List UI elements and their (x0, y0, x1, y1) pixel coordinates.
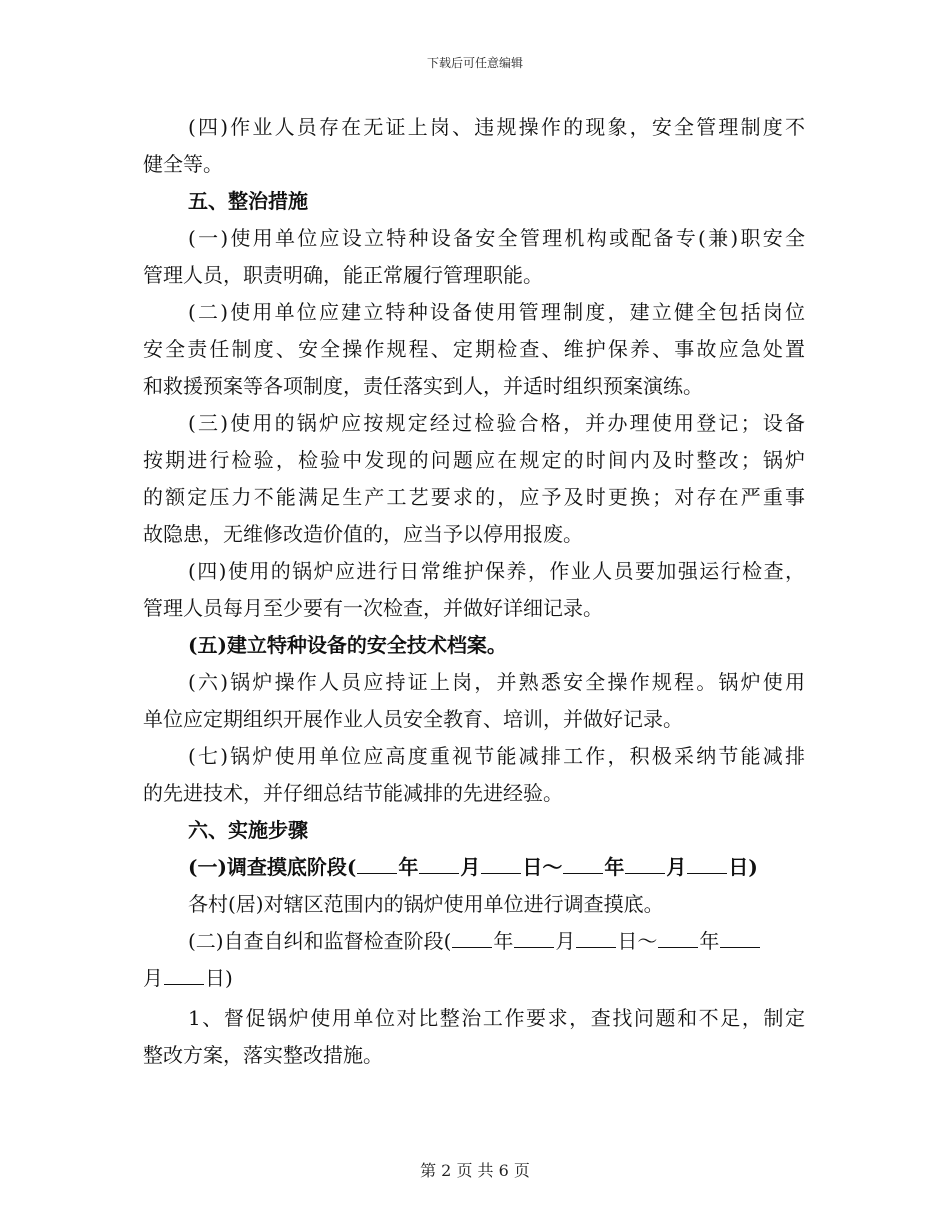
paragraph-line: 故隐患，无维修改造价值的，应当予以停用报废。 (143, 522, 583, 546)
page-header: 下载后可任意编辑 (426, 56, 523, 70)
paragraph-line: (二)使用单位应建立特种设备使用管理制度，建立健全包括岗位 (188, 300, 805, 324)
phase1-suffix: ) (748, 855, 758, 879)
paragraph-line: 的额定压力不能满足生产工艺要求的，应予及时更换；对存在严重事 (143, 485, 805, 509)
paragraph-line: 管理人员，职责明确，能正常履行管理职能。 (143, 263, 543, 287)
fill-blank[interactable] (357, 849, 397, 874)
paragraph-line: 单位应定期组织开展作业人员安全教育、培训，并做好记录。 (143, 707, 683, 731)
paragraph-line: (七)锅炉使用单位应高度重视节能减排工作，积极采纳节能减排 (188, 744, 805, 768)
phase1-prefix: (一)调查摸底阶段( (188, 855, 357, 879)
year-label: 年 (493, 929, 514, 953)
section-heading: 五、整治措施 (188, 189, 308, 213)
fill-blank[interactable] (720, 923, 760, 948)
month-label: 月 (555, 929, 576, 953)
year-label: 年 (398, 855, 419, 879)
paragraph-line: 和救援预案等各项制度，责任落实到人，并适时组织预案演练。 (143, 374, 703, 398)
fill-blank[interactable] (419, 849, 459, 874)
day-label: 日 (205, 966, 225, 990)
fill-blank[interactable] (687, 849, 727, 874)
paragraph-heading-bold: (五)建立特种设备的安全技术档案。 (188, 633, 507, 657)
paragraph-line: 健全等。 (143, 152, 223, 176)
day-label: 日 (617, 929, 638, 953)
month-label: 月 (666, 855, 687, 879)
paragraph-line: (六)锅炉操作人员应持证上岗，并熟悉安全操作规程。锅炉使用 (188, 670, 805, 694)
fill-blank[interactable] (576, 923, 616, 948)
fill-blank[interactable] (563, 849, 603, 874)
day-label: 日 (728, 855, 749, 879)
year-label: 年 (699, 929, 720, 953)
paragraph-line: 安全责任制度、安全操作规程、定期检查、维护保养、事故应急处置 (143, 337, 805, 361)
section-heading: 六、实施步骤 (188, 818, 308, 842)
paragraph-line: 按期进行检验，检验中发现的问题应在规定的时间内及时整改；锅炉 (143, 448, 805, 472)
paragraph-line: (三)使用的锅炉应按规定经过检验合格，并办理使用登记；设备 (188, 411, 805, 435)
paragraph-line: 整改方案，落实整改措施。 (143, 1043, 383, 1067)
phase2-prefix: (二)自查自纠和监督检查阶段( (188, 929, 452, 953)
phase1-heading (188, 849, 758, 885)
paragraph-line: (四)使用的锅炉应进行日常维护保养，作业人员要加强运行检查， (188, 559, 805, 583)
fill-blank[interactable] (625, 849, 665, 874)
fill-blank[interactable] (164, 960, 204, 985)
paragraph-line: 的先进技术，并仔细总结节能减排的先进经验。 (143, 781, 563, 805)
fill-blank[interactable] (658, 923, 698, 948)
paragraph-line: 各村(居)对辖区范围内的锅炉使用单位进行调查摸底。 (188, 892, 664, 916)
page-footer: 第 2 页 共 6 页 (420, 1161, 530, 1180)
phase2-suffix: ) (225, 966, 233, 990)
range-tilde: ～ (542, 855, 563, 879)
phase2-heading (188, 923, 761, 959)
paragraph-line: (四)作业人员存在无证上岗、违规操作的现象，安全管理制度不 (188, 115, 805, 139)
year-label: 年 (604, 855, 625, 879)
phase2-heading-continued (143, 960, 233, 996)
fill-blank[interactable] (481, 849, 521, 874)
fill-blank[interactable] (514, 923, 554, 948)
paragraph-line: 1、督促锅炉使用单位对比整治工作要求，查找问题和不足，制定 (188, 1006, 805, 1030)
fill-blank[interactable] (452, 923, 492, 948)
month-label: 月 (143, 966, 163, 990)
month-label: 月 (460, 855, 481, 879)
paragraph-line: 管理人员每月至少要有一次检查，并做好详细记录。 (143, 596, 603, 620)
range-tilde: ～ (637, 929, 658, 953)
paragraph-line: (一)使用单位应设立特种设备安全管理机构或配备专(兼)职安全 (188, 226, 805, 250)
day-label: 日 (522, 855, 543, 879)
